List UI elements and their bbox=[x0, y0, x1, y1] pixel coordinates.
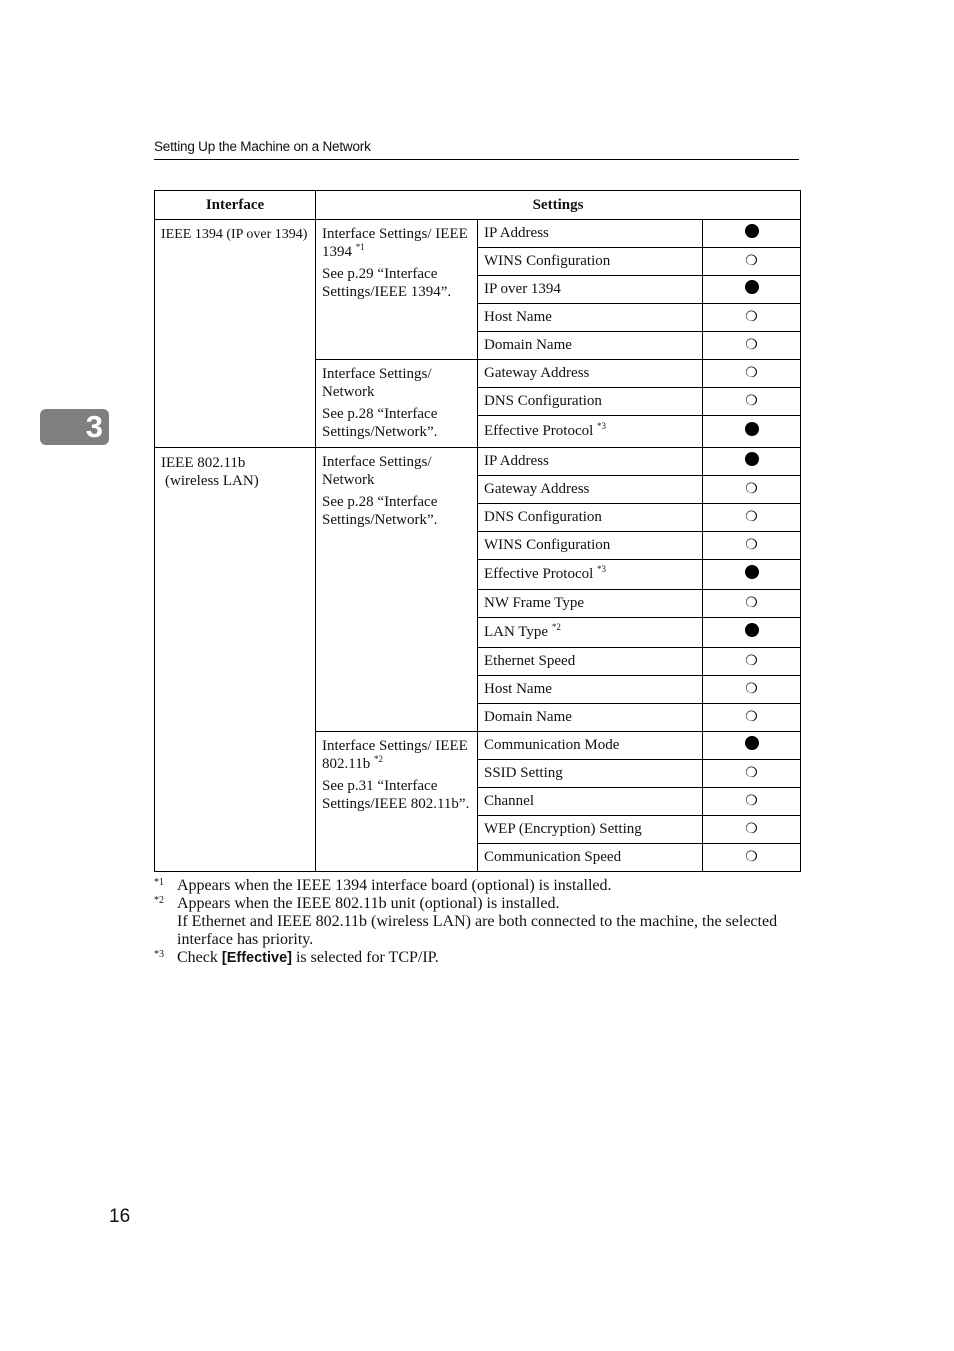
setting-label: IP Address bbox=[484, 453, 549, 469]
setting-label: WEP (Encryption) Setting bbox=[484, 821, 642, 837]
availability-cell bbox=[703, 532, 801, 560]
footnote-marker: *3 bbox=[154, 949, 164, 960]
availability-cell bbox=[703, 560, 801, 590]
effective-key-label: [Effective] bbox=[221, 950, 292, 966]
settings-group-label: Interface Settings/ Network bbox=[322, 366, 432, 400]
setting-label: IP Address bbox=[484, 225, 549, 241]
availability-cell bbox=[703, 332, 801, 360]
setting-item bbox=[478, 220, 703, 248]
setting-item bbox=[478, 788, 703, 816]
footnote-reference: *3 bbox=[597, 564, 607, 574]
setting-label: IP over 1394 bbox=[484, 281, 561, 297]
setting-item bbox=[478, 590, 703, 618]
settings-table bbox=[154, 190, 801, 872]
interface-column-header: Interface bbox=[155, 191, 316, 220]
footnote-reference: *2 bbox=[373, 754, 383, 764]
setting-label: Channel bbox=[484, 793, 534, 809]
footnote-text: Appears when the IEEE 1394 interface board (optional) is installed. bbox=[177, 877, 612, 894]
settings-group-cell bbox=[316, 448, 478, 732]
availability-cell bbox=[703, 476, 801, 504]
footnote-1 bbox=[154, 877, 800, 895]
settings-group-label: Interface Settings/ IEEE 1394 bbox=[322, 226, 468, 260]
open-circle-icon: ❍ bbox=[745, 654, 758, 669]
open-circle-icon: ❍ bbox=[745, 510, 758, 525]
filled-circle-icon bbox=[745, 623, 759, 637]
setting-label: Gateway Address bbox=[484, 365, 590, 381]
setting-item bbox=[478, 388, 703, 416]
setting-item bbox=[478, 304, 703, 332]
setting-label: NW Frame Type bbox=[484, 595, 585, 611]
running-header bbox=[154, 139, 799, 160]
settings-group-name bbox=[322, 225, 471, 261]
availability-cell bbox=[703, 788, 801, 816]
page-reference: See p.31 “Interface Settings/IEEE 802.11b”. bbox=[322, 778, 470, 812]
setting-item bbox=[478, 276, 703, 304]
setting-item bbox=[478, 476, 703, 504]
filled-circle-icon bbox=[745, 224, 759, 238]
filled-circle-icon bbox=[745, 452, 759, 466]
setting-item bbox=[478, 732, 703, 760]
setting-item bbox=[478, 704, 703, 732]
setting-label: Host Name bbox=[484, 309, 552, 325]
setting-item bbox=[478, 448, 703, 476]
setting-item bbox=[478, 360, 703, 388]
footnote-marker: *1 bbox=[154, 877, 164, 888]
setting-label: SSID Setting bbox=[484, 765, 563, 781]
filled-circle-icon bbox=[745, 565, 759, 579]
chapter-tab bbox=[40, 409, 109, 445]
settings-column-header: Settings bbox=[316, 191, 801, 220]
open-circle-icon: ❍ bbox=[745, 310, 758, 325]
setting-label: Effective Protocol bbox=[484, 423, 594, 439]
setting-item bbox=[478, 648, 703, 676]
footnote-reference: *2 bbox=[551, 622, 561, 632]
open-circle-icon: ❍ bbox=[745, 596, 758, 611]
setting-item bbox=[478, 816, 703, 844]
availability-cell bbox=[703, 760, 801, 788]
availability-cell bbox=[703, 676, 801, 704]
setting-item bbox=[478, 532, 703, 560]
availability-cell bbox=[703, 648, 801, 676]
setting-label: Ethernet Speed bbox=[484, 653, 576, 669]
page-reference: See p.28 “Interface Settings/Network”. bbox=[322, 494, 438, 528]
open-circle-icon: ❍ bbox=[745, 794, 758, 809]
setting-label: Gateway Address bbox=[484, 481, 590, 497]
settings-group-name bbox=[322, 737, 471, 773]
availability-cell bbox=[703, 844, 801, 872]
setting-item bbox=[478, 760, 703, 788]
footnote-3 bbox=[154, 949, 800, 967]
page-reference: See p.29 “Interface Settings/IEEE 1394”. bbox=[322, 266, 452, 300]
setting-label: LAN Type bbox=[484, 624, 549, 640]
open-circle-icon: ❍ bbox=[745, 766, 758, 781]
availability-cell bbox=[703, 388, 801, 416]
availability-cell bbox=[703, 448, 801, 476]
interface-subname: (wireless LAN) bbox=[165, 473, 259, 489]
setting-item bbox=[478, 248, 703, 276]
open-circle-icon: ❍ bbox=[745, 822, 758, 837]
page-number: 16 bbox=[109, 1206, 131, 1227]
running-title: Setting Up the Machine on a Network bbox=[154, 139, 371, 154]
open-circle-icon: ❍ bbox=[745, 254, 758, 269]
availability-cell bbox=[703, 304, 801, 332]
settings-group-cell bbox=[316, 220, 478, 360]
availability-cell bbox=[703, 816, 801, 844]
footnote-prefix: Check bbox=[177, 949, 218, 966]
footnote-2 bbox=[154, 895, 800, 949]
table-row bbox=[155, 448, 801, 476]
setting-label: Domain Name bbox=[484, 709, 572, 725]
footnotes bbox=[154, 877, 800, 967]
setting-label: Communication Speed bbox=[484, 849, 622, 865]
footnote-text-continued: If Ethernet and IEEE 802.11b (wireless LAN) are both connected to the machine, the selected interface has priority. bbox=[177, 913, 778, 948]
setting-label: Domain Name bbox=[484, 337, 572, 353]
footnote-text: Appears when the IEEE 802.11b unit (optional) is installed. bbox=[177, 895, 560, 912]
setting-item bbox=[478, 332, 703, 360]
chapter-number: 3 bbox=[85, 409, 103, 444]
interface-cell-wireless bbox=[155, 448, 316, 872]
open-circle-icon: ❍ bbox=[745, 394, 758, 409]
interface-cell-ieee1394: IEEE 1394 (IP over 1394) bbox=[155, 220, 316, 448]
footnote-reference: *3 bbox=[597, 421, 607, 431]
footnote-suffix: is selected for TCP/IP. bbox=[295, 949, 439, 966]
availability-cell bbox=[703, 220, 801, 248]
open-circle-icon: ❍ bbox=[745, 710, 758, 725]
availability-cell bbox=[703, 732, 801, 760]
footnote-marker: *2 bbox=[154, 895, 164, 906]
filled-circle-icon bbox=[745, 736, 759, 750]
setting-label: DNS Configuration bbox=[484, 393, 602, 409]
availability-cell bbox=[703, 416, 801, 448]
setting-item bbox=[478, 844, 703, 872]
setting-item bbox=[478, 504, 703, 532]
open-circle-icon: ❍ bbox=[745, 366, 758, 381]
setting-item bbox=[478, 676, 703, 704]
open-circle-icon: ❍ bbox=[745, 682, 758, 697]
availability-cell bbox=[703, 248, 801, 276]
ieee1394-section bbox=[155, 220, 801, 448]
settings-group-label: Interface Settings/ Network bbox=[322, 454, 432, 488]
table-header-row bbox=[155, 191, 801, 220]
setting-item bbox=[478, 560, 703, 590]
table-row bbox=[155, 220, 801, 248]
settings-group-cell bbox=[316, 360, 478, 448]
wireless-section bbox=[155, 448, 801, 872]
availability-cell bbox=[703, 360, 801, 388]
setting-label: Host Name bbox=[484, 681, 552, 697]
setting-label: WINS Configuration bbox=[484, 537, 611, 553]
availability-cell bbox=[703, 590, 801, 618]
availability-cell bbox=[703, 276, 801, 304]
settings-group-name bbox=[322, 453, 471, 489]
settings-group-name bbox=[322, 365, 471, 401]
open-circle-icon: ❍ bbox=[745, 850, 758, 865]
setting-item bbox=[478, 618, 703, 648]
open-circle-icon: ❍ bbox=[745, 482, 758, 497]
settings-group-label: Interface Settings/ IEEE 802.11b bbox=[322, 738, 468, 772]
setting-label: WINS Configuration bbox=[484, 253, 611, 269]
interface-name: IEEE 802.11b bbox=[161, 455, 246, 471]
filled-circle-icon bbox=[745, 422, 759, 436]
setting-label: DNS Configuration bbox=[484, 509, 602, 525]
filled-circle-icon bbox=[745, 280, 759, 294]
availability-cell bbox=[703, 704, 801, 732]
open-circle-icon: ❍ bbox=[745, 338, 758, 353]
settings-group-cell bbox=[316, 732, 478, 872]
open-circle-icon: ❍ bbox=[745, 538, 758, 553]
setting-label: Communication Mode bbox=[484, 737, 620, 753]
availability-cell bbox=[703, 618, 801, 648]
setting-item bbox=[478, 416, 703, 448]
availability-cell bbox=[703, 504, 801, 532]
footnote-reference: *1 bbox=[355, 242, 365, 252]
page-reference: See p.28 “Interface Settings/Network”. bbox=[322, 406, 438, 440]
setting-label: Effective Protocol bbox=[484, 566, 594, 582]
